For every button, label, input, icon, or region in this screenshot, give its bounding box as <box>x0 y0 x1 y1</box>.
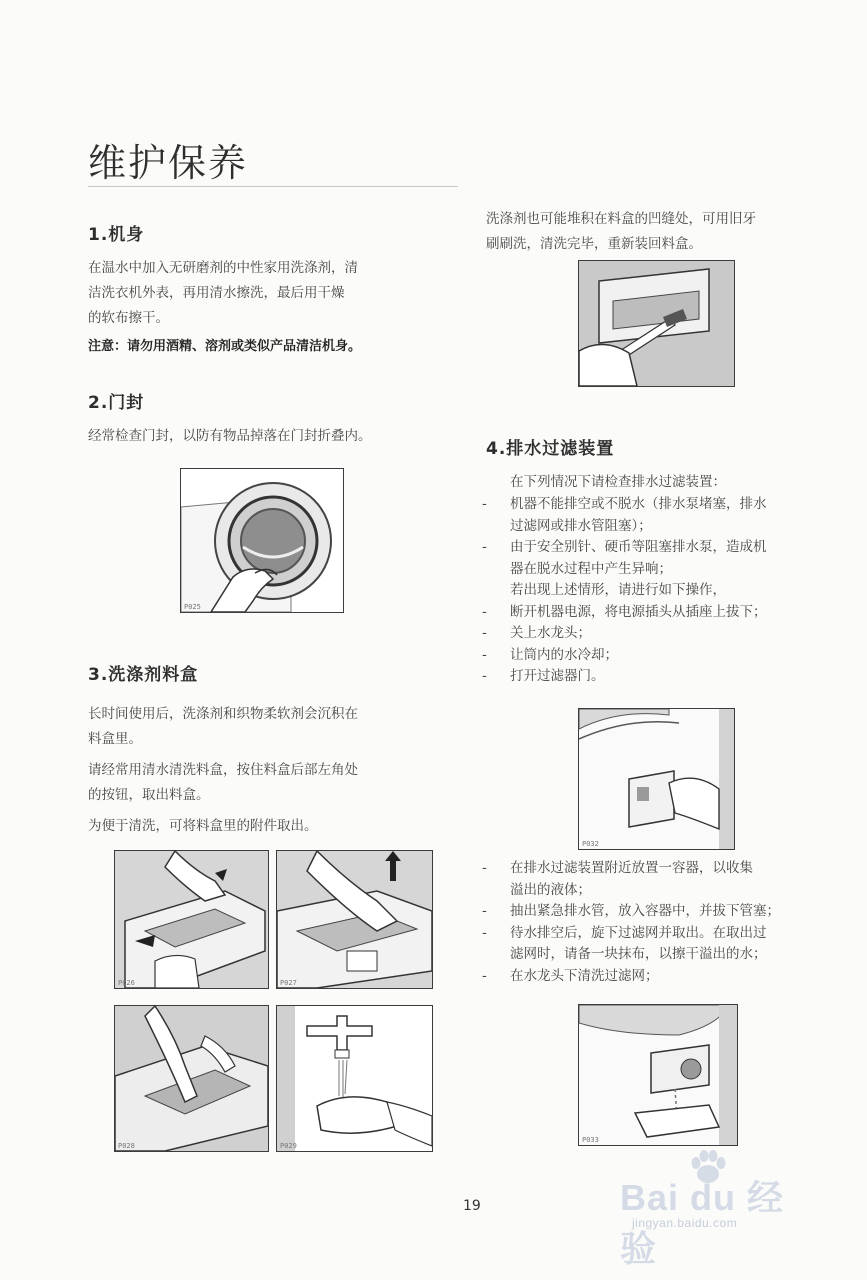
list-line: 过滤网或排水管阻塞）； <box>510 517 652 534</box>
list-line: 断开机器电源，将电源插头从插座上拔下； <box>510 603 767 620</box>
list-line: 关上水龙头； <box>510 625 591 641</box>
list-dash: - <box>482 496 487 512</box>
text-line: 料盒里。 <box>88 731 142 747</box>
drain-check-list <box>482 494 852 688</box>
list-item <box>482 923 852 966</box>
drawer-text-3 <box>88 814 463 839</box>
list-dash: - <box>482 903 487 919</box>
section-heading-drawer: 3.洗涤剂料盒 <box>88 665 199 685</box>
text-line: 为便于清洗，可将料盒里的附件取出。 <box>88 818 318 834</box>
figure-code: P025 <box>184 603 201 611</box>
drawer-rinse-illustration <box>276 1005 433 1152</box>
figure-code: P033 <box>582 1136 599 1144</box>
drawer-pull-illustration <box>276 850 433 989</box>
list-dash: - <box>482 967 487 984</box>
figure-code: P029 <box>280 1142 297 1150</box>
list-item <box>482 537 852 580</box>
text-line: 请经常用清水清洗料盒，按住料盒后部左角处 <box>88 762 358 778</box>
list-line: 待水排空后，旋下过滤网并取出。在取出过 <box>510 924 767 941</box>
list-item <box>482 666 852 688</box>
text-line: 在温水中加入无研磨剂的中性家用洗涤剂，清 <box>88 260 358 276</box>
list-dash: - <box>482 668 487 684</box>
section-heading-drain-filter: 4.排水过滤装置 <box>486 439 615 459</box>
list-line: 让筒内的水冷却； <box>510 646 618 663</box>
figure-code: P032 <box>582 840 599 848</box>
figure-code: P027 <box>280 979 297 987</box>
body-cleaning-text <box>88 256 463 331</box>
list-line: 由于安全别针、硬币等阻塞排水泵，造成机 <box>510 539 767 555</box>
drawer-text-2 <box>88 758 463 808</box>
list-item <box>482 966 852 988</box>
list-line: 机器不能排空或不脱水（排水泵堵塞，排水 <box>510 496 767 512</box>
list-dash: - <box>482 539 487 555</box>
text-line: 的按钮，取出料盒。 <box>88 787 210 803</box>
list-line: 在排水过滤装置附近放置一容器，以收集 <box>510 860 753 876</box>
drain-steps-list <box>482 858 852 987</box>
text-line: 洗涤剂也可能堆积在料盒的凹缝处，可用旧牙 <box>486 211 756 227</box>
baidu-jingyan-watermark <box>612 1150 812 1269</box>
drawer-removal-illustration <box>114 850 269 989</box>
list-line: 滤网时，请备一块抹布，以擦干溢出的水； <box>510 946 767 962</box>
warning-note: 注意：请勿用酒精、溶剂或类似产品清洁机身。 <box>88 339 362 354</box>
list-dash: - <box>482 646 487 663</box>
drawer-brush-illustration <box>578 260 735 387</box>
text-line: 刷刷洗，清洗完毕，重新装回料盒。 <box>486 236 702 252</box>
page-number: 19 <box>463 1198 481 1214</box>
list-item <box>482 901 852 923</box>
drawer-insert-removal-illustration <box>114 1005 269 1152</box>
list-line: 在水龙头下清洗过滤网； <box>510 967 659 984</box>
list-line: 若出现上述情形，请进行如下操作， <box>510 582 726 598</box>
list-dash: - <box>482 860 487 876</box>
list-line: 溢出的液体； <box>510 881 591 898</box>
list-item <box>482 602 852 624</box>
text-line: 长时间使用后，洗涤剂和织物柔软剂会沉积在 <box>88 706 358 722</box>
drain-filter-intro: 在下列情况下请检查排水过滤装置： <box>510 474 726 490</box>
page-title: 维护保养 <box>88 141 249 185</box>
filter-drain-container-illustration <box>578 1004 738 1146</box>
text-line: 洁洗衣机外表，再用清水擦洗，最后用干燥 <box>88 285 345 301</box>
list-item <box>482 858 852 901</box>
door-seal-illustration <box>180 468 344 613</box>
list-item <box>482 623 852 645</box>
filter-door-illustration <box>578 708 735 850</box>
drawer-cont-text <box>486 207 846 257</box>
list-line: 抽出紧急排水管，放入容器中，并拔下管塞； <box>510 903 780 919</box>
text-line: 经常检查门封，以防有物品掉落在门封折叠内。 <box>88 428 372 444</box>
figure-code: P028 <box>118 1142 135 1150</box>
list-item <box>482 645 852 667</box>
list-dash: - <box>482 603 487 620</box>
section-heading-door-seal: 2.门封 <box>88 393 145 413</box>
watermark-url: jingyan.baidu.com <box>632 1216 738 1230</box>
text-line: 的软布擦干。 <box>88 310 169 326</box>
figure-code: P026 <box>118 979 135 987</box>
watermark-logo-text: Bai du 经验 <box>620 1177 785 1269</box>
list-line: 器在脱水过程中产生异响； <box>510 560 672 577</box>
list-item <box>482 494 852 537</box>
list-dash: - <box>482 625 487 641</box>
section-heading-body: 1.机身 <box>88 225 145 245</box>
list-line: 打开过滤器门。 <box>510 668 605 684</box>
title-divider <box>88 186 458 187</box>
list-item <box>482 580 852 602</box>
drawer-text-1 <box>88 702 463 752</box>
door-seal-text <box>88 424 463 449</box>
list-dash: - <box>482 924 487 941</box>
